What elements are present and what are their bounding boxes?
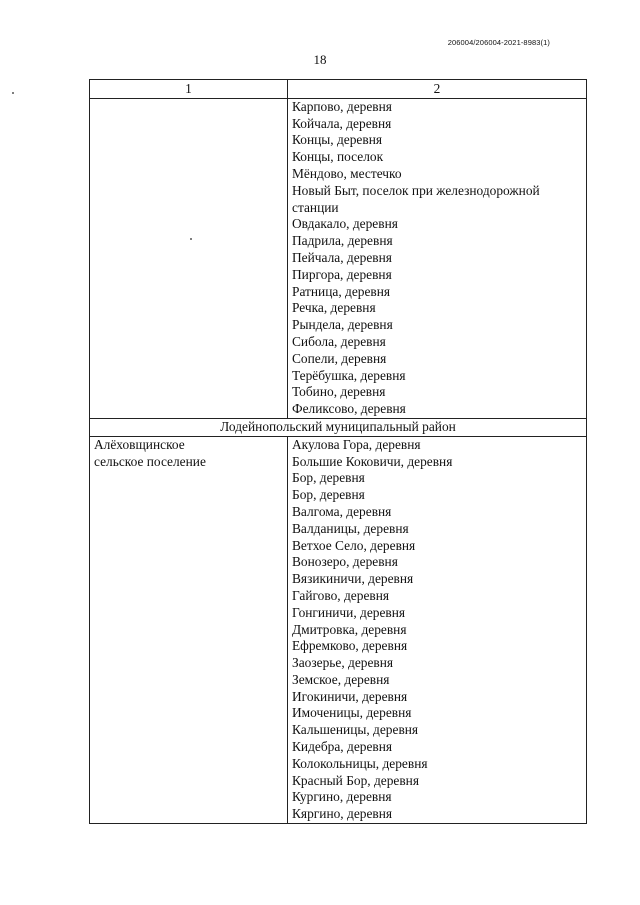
places-cell — [288, 98, 587, 418]
list-item: Ветхое Село, деревня — [292, 537, 416, 553]
table-row — [90, 98, 587, 418]
settlement-name-line: Алёховщинское — [94, 436, 185, 452]
list-item: Койчала, деревня — [292, 115, 392, 131]
list-item: Сопели, деревня — [292, 350, 387, 366]
list-item: Рындела, деревня — [292, 317, 393, 333]
list-item: Земское, деревня — [292, 671, 390, 687]
list-item: Заозерье, деревня — [292, 655, 394, 671]
settlements-table — [89, 79, 587, 824]
list-item: Новый Быт, поселок при железнодорожной станции — [292, 182, 540, 215]
page-number: 18 — [313, 52, 327, 67]
list-item: Игокиничи, деревня — [292, 688, 408, 704]
column-header-1: 1 — [90, 80, 288, 99]
column-header-2: 2 — [288, 80, 587, 99]
list-item: Сибола, деревня — [292, 333, 386, 349]
list-item: Кяргино, деревня — [292, 806, 393, 822]
list-item: Акулова Гора, деревня — [292, 436, 421, 452]
list-item: Мёндово, местечко — [292, 165, 402, 181]
district-row — [90, 418, 587, 436]
list-item: Концы, поселок — [292, 149, 384, 165]
list-item: Речка, деревня — [292, 300, 376, 316]
list-item: Терёбушка, деревня — [292, 367, 406, 383]
list-item: Бор, деревня — [292, 487, 365, 503]
list-item: Пиргора, деревня — [292, 266, 392, 282]
settlement-name-line: сельское поселение — [94, 453, 206, 469]
list-item: Красный Бор, деревня — [292, 772, 420, 788]
list-item: Кургино, деревня — [292, 789, 392, 805]
list-item: Падрила, деревня — [292, 233, 393, 249]
district-name: Лодейнопольский муниципальный район — [90, 418, 587, 436]
list-item: Тобино, деревня — [292, 384, 386, 400]
list-item: Бор, деревня — [292, 470, 365, 486]
places-list — [292, 437, 582, 823]
list-item: Овдакало, деревня — [292, 216, 398, 232]
settlement-cell — [90, 436, 288, 823]
list-item: Гонгиничи, деревня — [292, 604, 406, 620]
list-item: Ефремково, деревня — [292, 638, 408, 654]
list-item: Валданицы, деревня — [292, 520, 409, 536]
list-item: Вонозеро, деревня — [292, 554, 398, 570]
list-item: Кидебра, деревня — [292, 739, 393, 755]
places-list — [292, 99, 582, 418]
settlement-cell — [90, 98, 288, 418]
table-row — [90, 436, 587, 823]
list-item: Пейчала, деревня — [292, 249, 392, 265]
list-item: Карпово, деревня — [292, 98, 392, 114]
scan-speck — [12, 92, 14, 94]
list-item: Ратница, деревня — [292, 283, 391, 299]
places-cell — [288, 436, 587, 823]
list-item: Гайгово, деревня — [292, 587, 390, 603]
list-item: Вязикиничи, деревня — [292, 571, 414, 587]
document-id: 206004/206004-2021-8983(1) — [447, 38, 550, 47]
list-item: Кальшеницы, деревня — [292, 722, 419, 738]
list-item: Концы, деревня — [292, 132, 383, 148]
list-item: Колокольницы, деревня — [292, 755, 428, 771]
list-item: Большие Коковичи, деревня — [292, 453, 453, 469]
list-item: Дмитровка, деревня — [292, 621, 407, 637]
list-item: Феликсово, деревня — [292, 401, 406, 417]
table-header-row — [90, 80, 587, 99]
list-item: Валгома, деревня — [292, 503, 392, 519]
list-item: Имоченицы, деревня — [292, 705, 412, 721]
